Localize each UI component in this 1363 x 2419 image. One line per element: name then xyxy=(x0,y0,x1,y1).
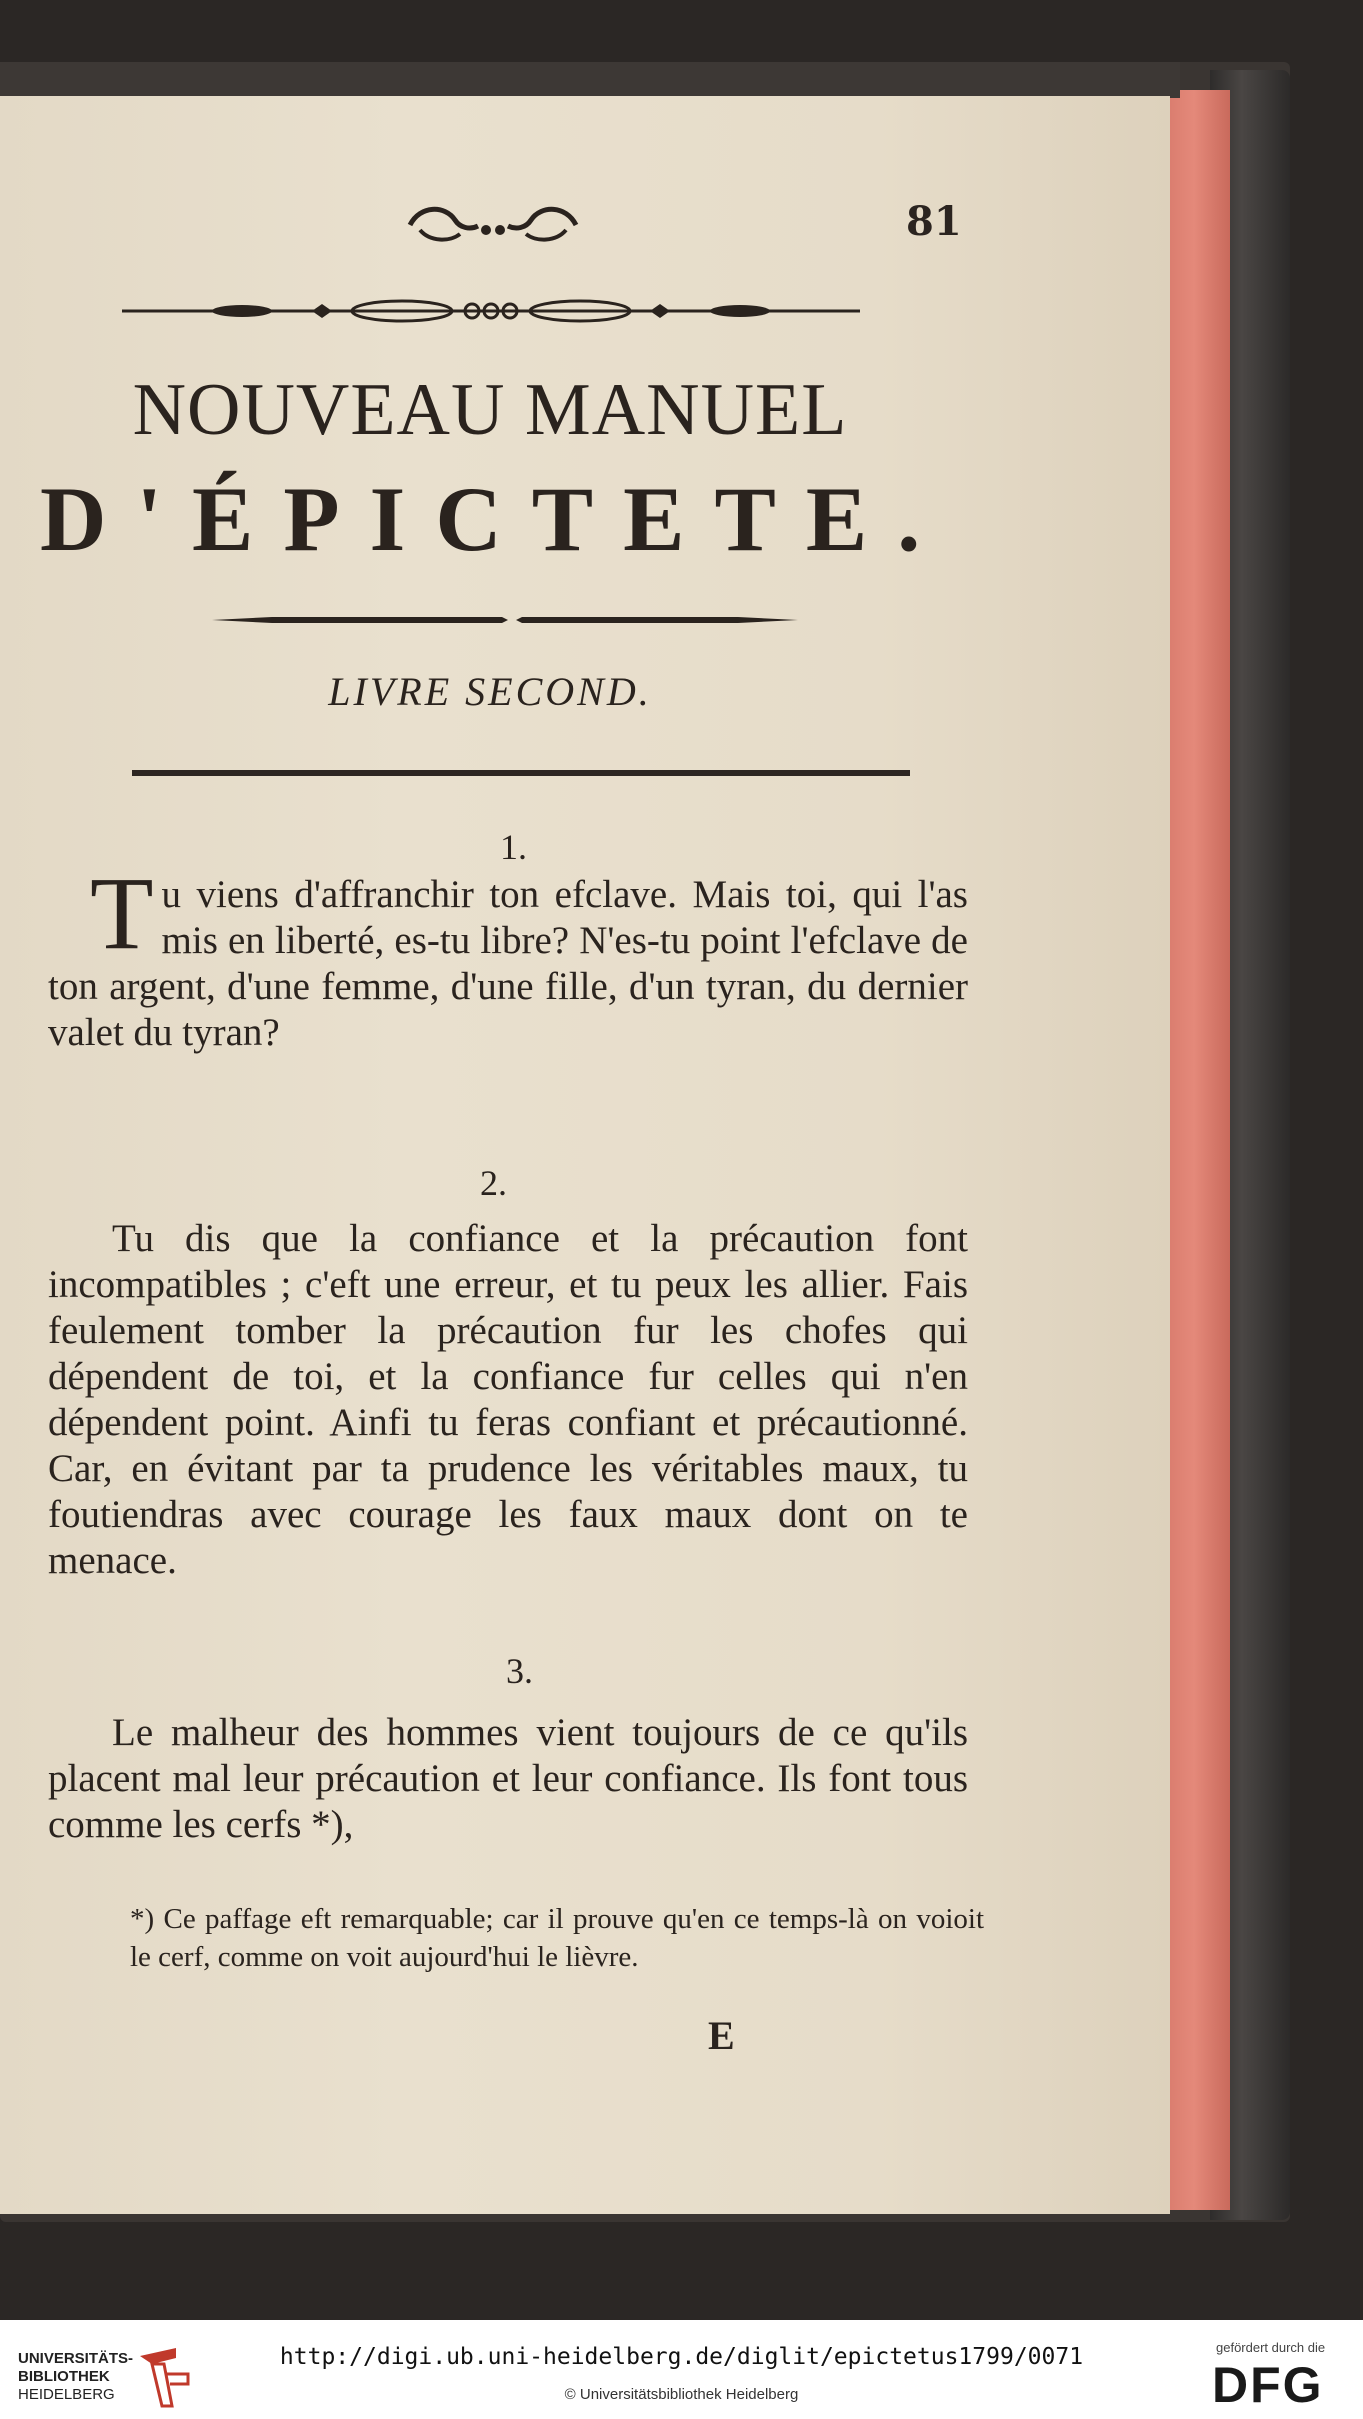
signature-mark: E xyxy=(708,2013,735,2058)
heading-rule xyxy=(132,770,910,776)
logo-line-2: BIBLIOTHEK xyxy=(18,2368,110,2385)
section-number-3: 3. xyxy=(506,1651,533,1691)
page-number: 81 xyxy=(906,198,962,245)
section-number-1: 1. xyxy=(500,827,527,867)
logo-line-1: UNIVERSITÄTS- xyxy=(18,2350,134,2367)
copyright-notice: © Universitätsbibliothek Heidelberg xyxy=(564,2386,799,2403)
viewer-footer xyxy=(0,2320,1363,2419)
section-2-text: Tu dis que la confiance et la précaution font incompatibles ; c'eft une erreur, et tu peux les allier. Fais feulement tomber la précaution fur les chofes qui dépendent de toi, et la confiance fur celles qui n'en dépendent point. Ainfi tu feras confiant et précautionné. Car, en évitant par ta prudence les véritables maux, tu foutiendras avec courage les faux maux dont on te menace. xyxy=(48,1217,968,1582)
double-rule xyxy=(212,612,798,628)
logo-line-3: HEIDELBERG xyxy=(18,2386,115,2403)
book-heading: LIVRE SECOND. xyxy=(328,669,652,714)
page-top-shadow xyxy=(0,62,1180,98)
section-1-body: u viens d'affranchir ton efclave. Mais toi, qui l'as mis en liberté, es-tu libre? N'es-tu point l'efclave de ton argent, d'une femme, d'une fille, d'un tyran, du dernier valet du tyran? xyxy=(48,873,968,1054)
section-1-text xyxy=(48,856,968,1056)
drop-cap: T xyxy=(90,856,154,971)
section-number-2: 2. xyxy=(480,1163,507,1203)
document-url-link[interactable]: http://digi.ub.uni-heidelberg.de/diglit/epictetus1799/0071 xyxy=(279,2344,1084,2370)
footnote: *) Ce paffage eft remarquable; car il prouve qu'en ce temps-là on voioit le cerf, comme on voit aujourd'hui le lièvre. xyxy=(130,1903,984,1973)
funding-note: gefördert durch die xyxy=(1216,2340,1326,2355)
fleuron-ornament xyxy=(400,200,586,250)
ornamental-rule xyxy=(122,296,860,326)
title-line-2: D'ÉPICTETE. xyxy=(40,468,951,570)
section-3-text: Le malheur des hommes vient toujours de ce qu'ils placent mal leur précaution et leur confiance. Ils font tous comme les cerfs *), xyxy=(48,1711,968,1846)
dfg-logo: DFG xyxy=(1212,2357,1324,2413)
title-line-1: NOUVEAU MANUEL xyxy=(132,369,848,451)
